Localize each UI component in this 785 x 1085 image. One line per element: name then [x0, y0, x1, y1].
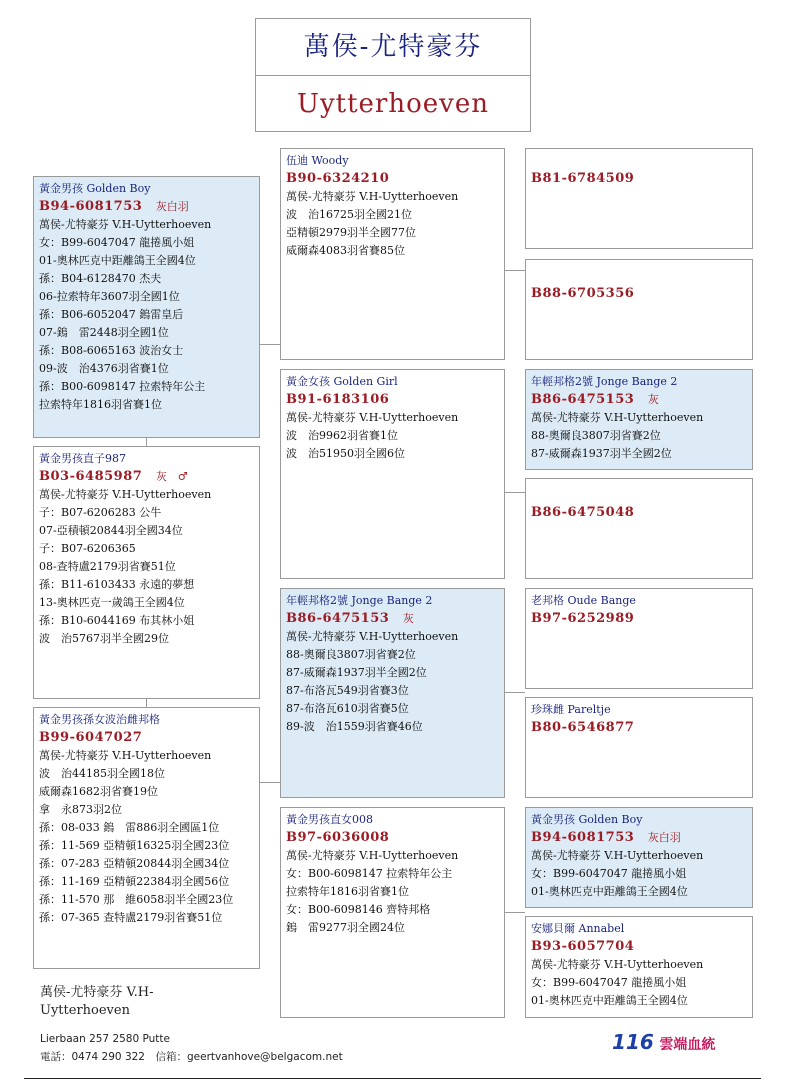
line: 01-奧林匹克中距離鴿王全國4位	[39, 254, 196, 267]
ring-number: B97-6252989	[531, 611, 635, 626]
ring-number: B94-6081753 灰白羽	[39, 199, 189, 214]
pigeon-name: 年輕邦格2號 Jonge Bange 2	[531, 375, 678, 388]
line: 01-奧林匹克中距離鴿王全國4位	[531, 885, 688, 898]
line: 鎢 雷9277羽全國24位	[286, 921, 405, 934]
line: 87-威爾森1937羽半全國2位	[531, 447, 672, 460]
line: 孫：B04-6128470 杰夫	[39, 272, 162, 285]
line: 萬侯-尤特豪芬 V.H-Uytterhoeven	[39, 749, 212, 762]
line: 波 治44185羽全國18位	[39, 767, 165, 780]
breeder-address: Lierbaan 257 2580 Putte	[40, 1033, 171, 1045]
connector	[504, 912, 525, 913]
pigeon-name: 年輕邦格2號 Jonge Bange 2	[286, 594, 433, 607]
line: 子：B07-6206283 公牛	[39, 506, 162, 519]
line: 萬侯-尤特豪芬 V.H-Uytterhoeven	[39, 488, 212, 501]
line: 孫：07-365 查特盧2179羽省賽51位	[39, 911, 223, 924]
pigeon-name: 黃金男孩直女008	[286, 813, 373, 826]
line: 87-威爾森1937羽半全國2位	[286, 666, 427, 679]
ring-number: B97-6036008	[286, 830, 390, 845]
brand-logo	[612, 1030, 715, 1054]
connector	[146, 437, 147, 446]
pigeon-name: 黃金男孩直子987	[39, 452, 126, 465]
line: 女：B99-6047047 龍捲風小姐	[531, 976, 687, 989]
pedigree-gp-annabel	[525, 916, 753, 1018]
pedigree-gp-pareltje	[525, 697, 753, 798]
line: 女：B99-6047047 龍捲風小姐	[531, 867, 687, 880]
pigeon-name: 黃金男孩 Golden Boy	[39, 182, 151, 195]
pigeon-name: 伍迪 Woody	[286, 154, 349, 167]
pedigree-sire	[280, 148, 505, 360]
ring-number: B03-6485987 灰 ♂	[39, 469, 188, 484]
pedigree-gp-jonge-bange	[525, 369, 753, 470]
ring-number: B94-6081753 灰白羽	[531, 830, 681, 845]
ring-number: B93-6057704	[531, 939, 635, 954]
line: 88-奧爾良3807羽省賽2位	[531, 429, 661, 442]
header-box	[255, 18, 531, 132]
pedigree-gp-oude-bange	[525, 588, 753, 689]
line: 萬侯-尤特豪芬 V.H-Uytterhoeven	[286, 190, 459, 203]
pigeon-color: 灰	[647, 393, 659, 406]
pigeon-name: 黃金男孩孫女波治雌邦格	[39, 713, 160, 726]
line: 09-波 治4376羽省賽1位	[39, 362, 169, 375]
line: 波 治16725羽全國21位	[286, 208, 412, 221]
line: 女：B00-6098147 拉索特年公主	[286, 867, 453, 880]
logo-text: 雲端血統	[659, 1037, 716, 1053]
pigeon-color: 灰	[402, 612, 414, 625]
ring-number: B86-6475153 灰	[531, 392, 659, 407]
line: 89-波 治1559羽省賽46位	[286, 720, 423, 733]
ring-number: B81-6784509	[531, 171, 635, 186]
line: 萬侯-尤特豪芬 V.H-Uytterhoeven	[531, 958, 704, 971]
line: 06-拉索特年3607羽全國1位	[39, 290, 180, 303]
pedigree-gp-golden-boy	[525, 807, 753, 908]
line: 萬侯-尤特豪芬 V.H-Uytterhoeven	[286, 630, 459, 643]
line: 萬侯-尤特豪芬 V.H-Uytterhoeven	[286, 411, 459, 424]
pigeon-name: 老邦格 Oude Bange	[531, 594, 636, 607]
line: 孫：11-169 亞精頓22384羽全國56位	[39, 875, 230, 888]
ring-number: B86-6475048	[531, 505, 635, 520]
line: 萬侯-尤特豪芬 V.H-Uytterhoeven	[531, 411, 704, 424]
connector	[504, 270, 525, 271]
ring-number: B80-6546877	[531, 720, 635, 735]
line: 孫：11-569 亞精頓16325羽全國23位	[39, 839, 230, 852]
line: 孫：B00-6098147 拉索特年公主	[39, 380, 206, 393]
breeder-contact: 電話：0474 290 322 信箱：geertvanhove@belgacom.net	[40, 1051, 343, 1063]
footer-rule	[24, 1078, 761, 1079]
line: 07-亞積頓20844羽全國34位	[39, 524, 183, 537]
pedigree-dam	[280, 369, 505, 579]
line: 萬侯-尤特豪芬 V.H-Uytterhoeven	[286, 849, 459, 862]
pigeon-color: 灰白羽	[647, 831, 681, 844]
line: 亞精頓2979羽半全國77位	[286, 226, 416, 239]
pedigree-sibling-2	[33, 707, 260, 969]
line: 88-奧爾良3807羽省賽2位	[286, 648, 416, 661]
logo-number: 116	[612, 1030, 654, 1054]
pigeon-name: 安娜貝爾 Annabel	[531, 922, 625, 935]
pigeon-name: 黃金男孩 Golden Boy	[531, 813, 643, 826]
pigeon-name: 珍珠雌 Pareltje	[531, 703, 611, 716]
line: 波 治9962羽省賽1位	[286, 429, 398, 442]
header-title-cn: 萬侯-尤特豪芬	[303, 32, 483, 62]
pedigree-gp-b88	[525, 259, 753, 360]
line: 拿 永873羽2位	[39, 803, 122, 816]
connector	[259, 344, 280, 345]
line: 孫：B06-6052047 鎢雷皇后	[39, 308, 184, 321]
ring-number: B88-6705356	[531, 286, 635, 301]
line: 87-布洛瓦549羽省賽3位	[286, 684, 409, 697]
ring-number: B90-6324210	[286, 171, 390, 186]
header-title-en: Uytterhoeven	[297, 89, 489, 119]
connector	[146, 698, 147, 707]
pigeon-color: 灰 ♂	[155, 470, 188, 483]
line: 威爾森1682羽省賽19位	[39, 785, 158, 798]
pedigree-dam-3	[280, 807, 505, 1018]
line: 13-奧林匹克一歲鴿王全國4位	[39, 596, 185, 609]
ring-number: B99-6047027	[39, 730, 143, 745]
line: 08-查特盧2179羽省賽51位	[39, 560, 176, 573]
line: 孫：B08-6065163 波治女士	[39, 344, 184, 357]
line: 萬侯-尤特豪芬 V.H-Uytterhoeven	[531, 849, 704, 862]
pedigree-gp-b81	[525, 148, 753, 249]
pigeon-color: 灰白羽	[155, 200, 189, 213]
ring-number: B86-6475153 灰	[286, 611, 414, 626]
connector	[504, 692, 525, 693]
line: 子：B07-6206365	[39, 542, 136, 555]
line: 孫：B11-6103433 永遠的夢想	[39, 578, 195, 591]
line: 孫：07-283 亞精頓20844羽全國34位	[39, 857, 230, 870]
pedigree-dam-2	[280, 588, 505, 798]
pedigree-sibling-1	[33, 446, 260, 699]
line: 01-奧林匹克中距離鴿王全國4位	[531, 994, 688, 1007]
line: 拉索特年1816羽省賽1位	[286, 885, 409, 898]
line: 孫：08-033 鎢 雷886羽全國區1位	[39, 821, 220, 834]
pedigree-subject	[33, 176, 260, 438]
line: 女：B00-6098146 齊特邦格	[286, 903, 431, 916]
line: 萬侯-尤特豪芬 V.H-Uytterhoeven	[39, 218, 212, 231]
line: 87-布洛瓦610羽省賽5位	[286, 702, 409, 715]
pedigree-gp-b86	[525, 478, 753, 579]
line: 拉索特年1816羽省賽1位	[39, 398, 162, 411]
connector	[504, 492, 525, 493]
line: 威爾森4083羽省賽85位	[286, 244, 405, 257]
line: 女：B99-6047047 龍捲風小姐	[39, 236, 195, 249]
line: 波 治51950羽全國6位	[286, 447, 405, 460]
ring-number: B91-6183106	[286, 392, 390, 407]
breeder-name: 萬侯-尤特豪芬 V.H-Uytterhoeven	[40, 985, 154, 1018]
line: 07-鎢 雷2448羽全國1位	[39, 326, 169, 339]
line: 孫：B10-6044169 布其林小姐	[39, 614, 195, 627]
connector	[259, 782, 280, 783]
line: 孫：11-570 那 維6058羽半全國23位	[39, 893, 234, 906]
pigeon-name: 黃金女孩 Golden Girl	[286, 375, 398, 388]
line: 波 治5767羽半全國29位	[39, 632, 169, 645]
